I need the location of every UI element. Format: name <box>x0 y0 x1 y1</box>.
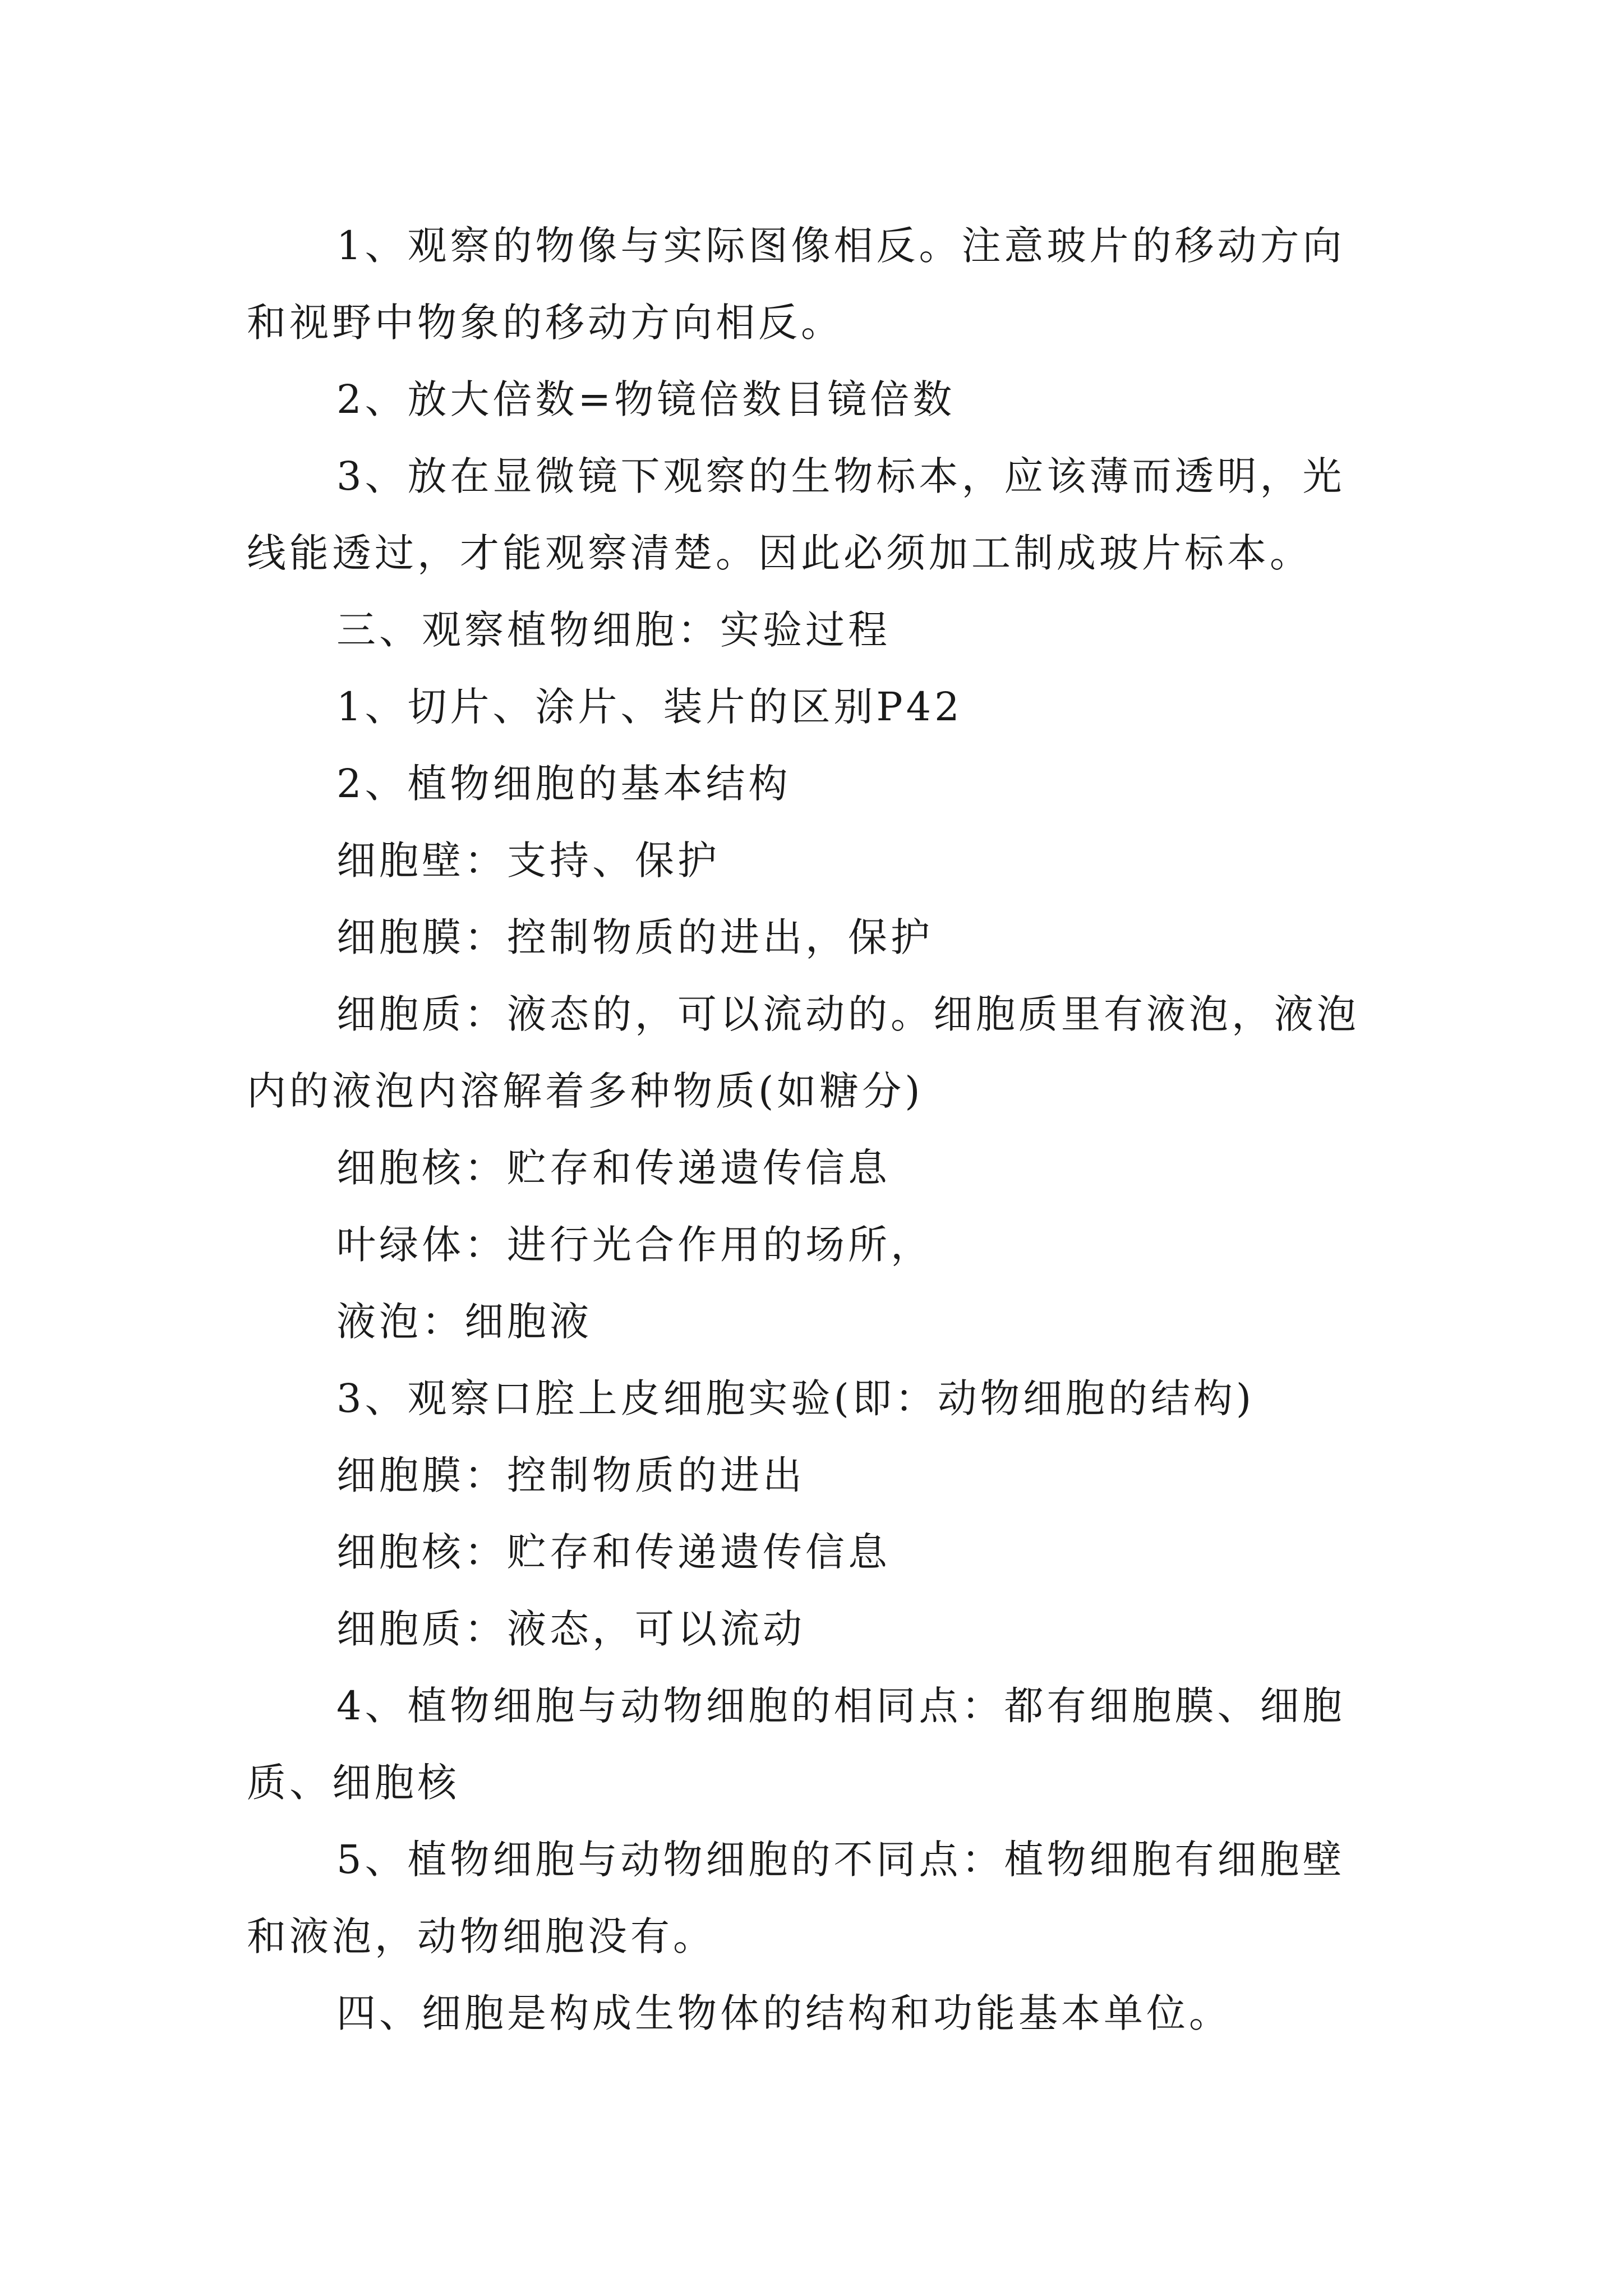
paragraph-line-13: 细胞核：贮存和传递遗传信息 <box>336 1145 891 1191</box>
paragraph-line-1: 1、观察的物像与实际图像相反。注意玻片的移动方向 <box>336 223 1345 269</box>
paragraph-line-10: 细胞膜：控制物质的进出，保护 <box>336 914 933 960</box>
paragraph-line-12: 内的液泡内溶解着多种物质(如糖分) <box>247 1068 924 1114</box>
paragraph-line-11: 细胞质：液态的，可以流动的。细胞质里有液泡，液泡 <box>336 991 1359 1037</box>
section-heading-3: 三、观察植物细胞：实验过程 <box>336 607 891 653</box>
paragraph-line-8: 2、植物细胞的基本结构 <box>336 761 791 807</box>
paragraph-line-21: 质、细胞核 <box>247 1760 460 1806</box>
paragraph-line-3: 2、放大倍数=物镜倍数目镜倍数 <box>336 376 956 422</box>
paragraph-line-2: 和视野中物象的移动方向相反。 <box>247 300 843 346</box>
paragraph-line-20: 4、植物细胞与动物细胞的相同点：都有细胞膜、细胞 <box>336 1683 1345 1729</box>
paragraph-line-14: 叶绿体：进行光合作用的场所， <box>336 1222 933 1268</box>
paragraph-line-9: 细胞壁：支持、保护 <box>336 838 720 884</box>
paragraph-line-19: 细胞质：液态，可以流动 <box>336 1606 805 1652</box>
paragraph-line-17: 细胞膜：控制物质的进出 <box>336 1452 805 1498</box>
paragraph-line-18: 细胞核：贮存和传递遗传信息 <box>336 1529 891 1575</box>
paragraph-line-16: 3、观察口腔上皮细胞实验(即：动物细胞的结构) <box>336 1375 1255 1421</box>
section-heading-4: 四、细胞是构成生物体的结构和功能基本单位。 <box>336 1990 1232 2036</box>
paragraph-line-7: 1、切片、涂片、装片的区别P42 <box>336 684 963 730</box>
paragraph-line-23: 和液泡，动物细胞没有。 <box>247 1913 716 1959</box>
paragraph-line-5: 线能透过，才能观察清楚。因此必须加工制成玻片标本。 <box>247 530 1312 576</box>
paragraph-line-4: 3、放在显微镜下观察的生物标本，应该薄而透明，光 <box>336 453 1345 499</box>
paragraph-line-22: 5、植物细胞与动物细胞的不同点：植物细胞有细胞壁 <box>336 1837 1345 1883</box>
paragraph-line-15: 液泡：细胞液 <box>336 1299 592 1345</box>
